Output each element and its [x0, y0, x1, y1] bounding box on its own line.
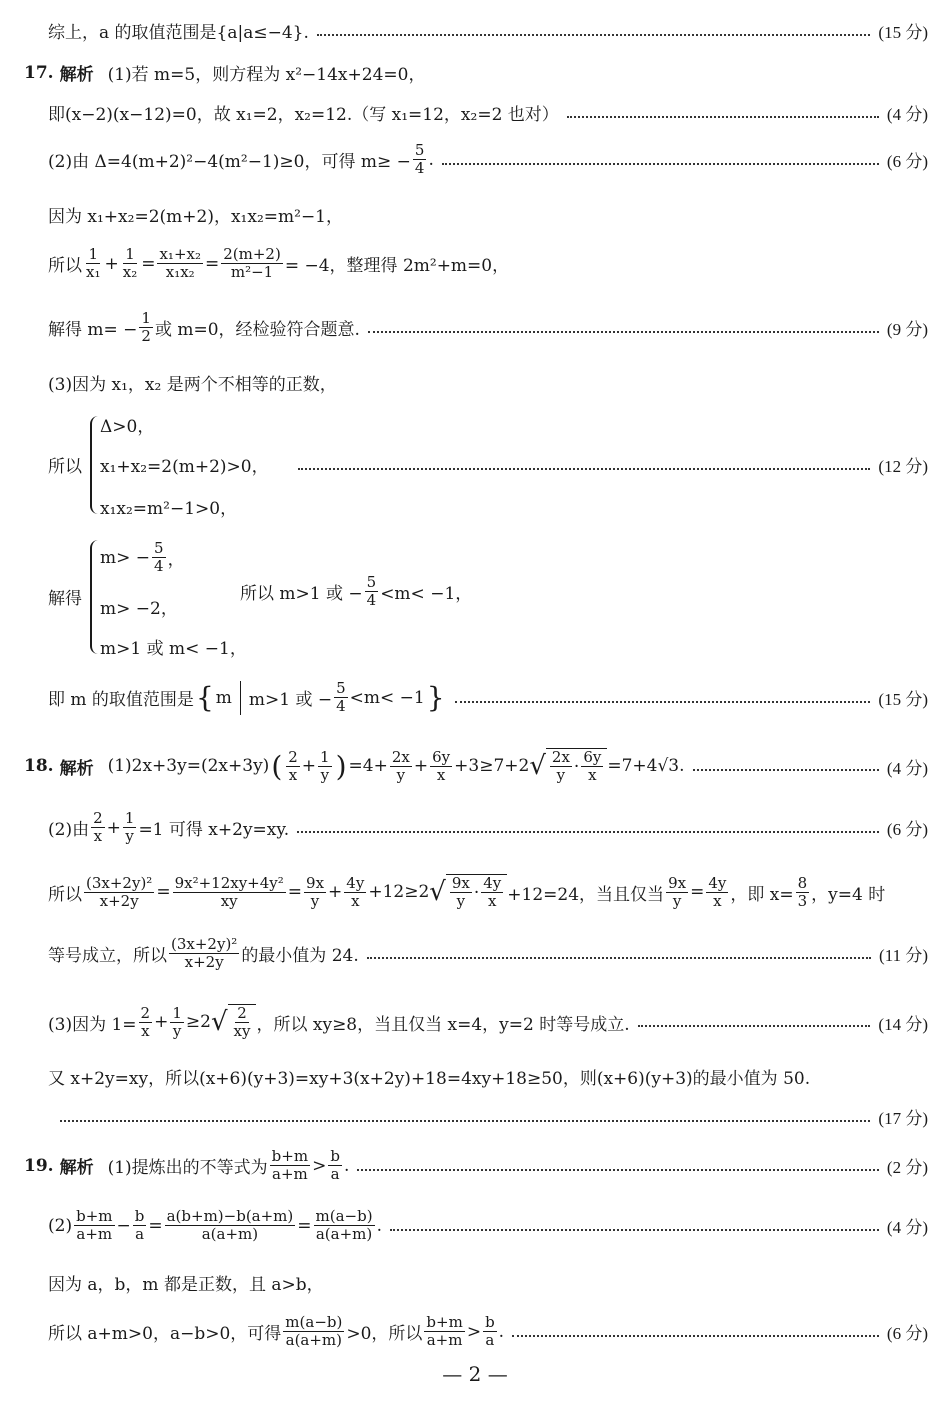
- text: =: [156, 882, 171, 903]
- text: ，: [167, 550, 185, 571]
- leader-dots: [638, 1023, 871, 1027]
- leader-dots: [367, 955, 871, 959]
- answer-line: [24, 1148, 928, 1184]
- fraction: $\frac{m(a-b)}{a(a+m)}$: [315, 1207, 373, 1244]
- fraction: $\frac{2}{x}$: [140, 1003, 151, 1040]
- fraction: $\frac{b+m}{a+m}$: [271, 1147, 309, 1184]
- leader-dots: [390, 1227, 879, 1231]
- text: =: [141, 253, 156, 274]
- section-label: 解析: [59, 758, 94, 779]
- score: (17 分): [878, 1109, 928, 1128]
- leader-dots: [317, 32, 871, 36]
- text: <m< −1，: [380, 584, 473, 605]
- score: (6 分): [886, 152, 928, 172]
- text: +: [301, 756, 317, 777]
- text: +: [104, 253, 119, 274]
- text: .: [343, 1155, 350, 1176]
- text: m> −: [100, 547, 151, 568]
- text: (2): [48, 1215, 73, 1236]
- text: ，所以 xy≥8，当且仅当 x=4，y=2 时等号成立.: [256, 1014, 630, 1035]
- text: 解得: [48, 589, 82, 609]
- answer-line: [48, 874, 928, 911]
- question-number: 19.: [24, 1155, 54, 1176]
- score: (14 分): [878, 1014, 928, 1034]
- leader-dots: [567, 114, 879, 118]
- score: (12 分): [878, 457, 928, 476]
- leader-dots: [455, 699, 871, 703]
- leader-dots: [298, 466, 870, 470]
- fraction: $\frac{5}{4}$: [154, 539, 164, 576]
- score: (4 分): [886, 758, 928, 778]
- text: +3≥7+2: [454, 756, 530, 777]
- text: =1 可得 x+2y=xy.: [138, 820, 290, 841]
- fraction: $\frac{4y}{x}$: [708, 873, 727, 910]
- leader-dots: [442, 161, 879, 165]
- score: (9 分): [886, 320, 928, 340]
- fraction: $\frac{1}{\text{x₂}}$: [122, 245, 138, 282]
- leader-dots: [512, 1333, 879, 1337]
- text: (2)由 Δ=4(m+2)²−4(m²−1)≥0，可得 m≥ −: [48, 152, 411, 173]
- text: ，y=4 时: [811, 884, 886, 905]
- fraction: $\frac{\text{9x²+12xy+4y²}}{xy}$: [174, 873, 284, 910]
- brace: [90, 416, 100, 514]
- answer-line: [48, 1208, 928, 1244]
- fraction: $\frac{\text{(3x+2y)²}}{x+2y}$: [171, 935, 238, 972]
- fraction: $\frac{2}{x}$: [288, 747, 298, 784]
- fraction: $\frac{b}{a}$: [330, 1147, 340, 1184]
- text: =: [204, 253, 220, 274]
- text: ≥2: [185, 1012, 211, 1033]
- text: 的最小值为 24.: [241, 946, 359, 967]
- text: +: [413, 756, 429, 777]
- answer-line: [48, 1064, 928, 1089]
- answer-line: [48, 936, 928, 972]
- answer-line: [290, 452, 928, 477]
- answer-line: [48, 680, 928, 716]
- left-brace: {: [195, 681, 214, 715]
- leader-dots: [60, 1118, 870, 1122]
- score: (6 分): [886, 1324, 928, 1344]
- text: = −4，整理得 2m²+m=0，: [284, 256, 510, 277]
- fraction: $\frac{1}{y}$: [124, 809, 135, 846]
- fraction: $\frac{\text{x₁+x₂}}{\text{x₁x₂}}$: [159, 245, 201, 282]
- score: (4 分): [886, 1218, 928, 1238]
- text: x₁+x₂=2(m+2)>0，: [100, 457, 269, 477]
- leader-dots: [693, 767, 879, 771]
- text: +: [106, 817, 121, 838]
- square-root: √ $\frac{2}{xy}$: [211, 1004, 257, 1041]
- text: (2)由: [48, 820, 90, 841]
- text: >: [312, 1155, 327, 1176]
- fraction: $\frac{m(a-b)}{a(a+m)}$: [285, 1313, 343, 1350]
- text: 综上，a 的取值范围是{a|a≤−4}.: [48, 23, 309, 43]
- fraction: $\frac{b+m}{a+m}$: [426, 1313, 463, 1350]
- text: 因为 x₁+x₂=2(m+2)，x₁x₂=m²−1，: [48, 207, 344, 227]
- text: (3)因为 x₁，x₂ 是两个不相等的正数，: [48, 375, 337, 395]
- answer-line: [48, 1270, 928, 1295]
- text: (1)若 m=5，则方程为 x²−14x+24=0，: [107, 65, 426, 85]
- text: 所以: [48, 884, 82, 905]
- text: (3)因为 1=: [48, 1014, 137, 1035]
- fraction: $\frac{5}{4}$: [336, 679, 346, 716]
- square-root: √ $\frac{9x}{y}$ · $\frac{4y}{x}$: [429, 874, 507, 911]
- fraction: $\frac{5}{4}$: [366, 573, 377, 610]
- answer-line: [48, 370, 928, 395]
- text: ，即 x=: [730, 884, 794, 905]
- text: 解得 m= −: [48, 320, 138, 341]
- section-label: 解析: [59, 65, 94, 85]
- answer-line: [48, 1314, 928, 1350]
- question-number: 18.: [24, 756, 54, 777]
- answer-line: [48, 310, 928, 346]
- fraction: $\frac{1}{\text{x₁}}$: [86, 245, 101, 282]
- text: (1)2x+3y=(2x+3y): [107, 756, 270, 777]
- right-brace: }: [426, 681, 445, 715]
- leader-dots: [297, 829, 879, 833]
- fraction: $\frac{5}{4}$: [414, 141, 425, 178]
- text: =: [148, 1215, 163, 1236]
- fraction: $\frac{2x}{y}$: [391, 747, 410, 784]
- text: 即(x−2)(x−12)=0，故 x₁=2，x₂=12.（写 x₁=12，x₂=2 也对）: [48, 105, 559, 125]
- text: =: [287, 882, 303, 903]
- text: +12≥2: [368, 882, 430, 903]
- leader-dots: [357, 1167, 879, 1171]
- answer-line: [48, 246, 928, 282]
- text: 因为 a，b，m 都是正数，且 a>b，: [48, 1275, 324, 1295]
- score: (6 分): [886, 820, 928, 840]
- answer-line: [48, 142, 928, 178]
- text: +: [154, 1012, 169, 1033]
- answer-line: [24, 60, 928, 85]
- score: (4 分): [886, 105, 928, 124]
- score: (11 分): [879, 946, 928, 966]
- text: >0，所以: [346, 1324, 423, 1345]
- answer-line: [48, 18, 928, 43]
- system-row: [100, 540, 185, 576]
- fraction: $\frac{4y}{x}$: [346, 873, 365, 910]
- text: =: [297, 1215, 312, 1236]
- fraction: $\frac{2(m+2)}{\text{m²−1}}$: [223, 245, 281, 282]
- fraction: $\frac{9x}{y}$: [306, 873, 325, 910]
- question-number: 17.: [24, 62, 54, 83]
- answer-line: [48, 810, 928, 846]
- set-bar: [240, 681, 241, 715]
- text: 所以: [48, 256, 82, 277]
- fraction: $\frac{1}{2}$: [141, 309, 151, 346]
- section-label: 解析: [59, 1158, 94, 1179]
- brace: [90, 540, 100, 654]
- text: 即 m 的取值范围是: [48, 690, 194, 711]
- score: (15 分): [878, 23, 928, 42]
- text: +12=24，当且仅当: [507, 884, 665, 905]
- text: m: [215, 687, 232, 708]
- fraction: $\frac{2}{x}$: [93, 809, 103, 846]
- text: (1)提炼出的不等式为: [107, 1158, 268, 1179]
- fraction: $\frac{8}{3}$: [797, 873, 808, 910]
- fraction: $\frac{a(b+m)-b(a+m)}{a(a+m)}$: [166, 1207, 294, 1244]
- fraction: $\frac{1}{y}$: [320, 747, 330, 784]
- text: =7+4√3.: [607, 756, 685, 777]
- text: .: [498, 1321, 505, 1342]
- fraction: $\frac{\text{(3x+2y)²}}{x+2y}$: [86, 873, 153, 910]
- fraction: $\frac{b+m}{a+m}$: [76, 1207, 113, 1244]
- text: =: [690, 882, 705, 903]
- fraction: $\frac{9x}{y}$: [668, 873, 687, 910]
- text: 所以: [48, 457, 82, 477]
- text: 所以 m>1 或 −: [240, 584, 363, 605]
- leader-dots: [368, 329, 879, 333]
- answer-line: [48, 100, 928, 125]
- text: 又 x+2y=xy，所以(x+6)(y+3)=xy+3(x+2y)+18=4xy+18≥50，则(x+6)(y+3)的最小值为 50.: [48, 1069, 811, 1089]
- text: <m< −1: [349, 687, 425, 708]
- text: .: [376, 1215, 382, 1236]
- text: 或 m=0，经检验符合题意.: [154, 320, 360, 341]
- square-root: √ $\frac{2x}{y}$ · $\frac{6y}{x}$: [529, 748, 607, 785]
- text: +: [328, 882, 343, 903]
- text: m>1 或 −: [248, 690, 333, 711]
- fraction: $\frac{b}{a}$: [485, 1313, 495, 1350]
- fraction: $\frac{6y}{x}$: [432, 747, 451, 784]
- answer-line: [48, 202, 928, 227]
- answer-line: 18. 解析 (1)2x+3y=(2x+3y) ( $\frac{2}{x}$ + $\frac{1}{y}$ ) =4+ $\frac{2x}{y}$ + $\frac{6y}{x}$ +3≥7+2 √ $\frac{2x}{y}$ · $\frac{6y}{x}$ =7+4√3. (4 分): [24, 747, 928, 785]
- fraction: $\frac{1}{y}$: [172, 1003, 182, 1040]
- score: (2 分): [886, 1158, 928, 1178]
- system-conclusion: [240, 574, 472, 610]
- text: 等号成立，所以: [48, 946, 167, 967]
- text: =4+: [348, 756, 388, 777]
- text: >: [466, 1321, 482, 1342]
- text: m>1 或 m< −1，: [100, 639, 247, 659]
- answer-line: [48, 1004, 928, 1041]
- text: 所以 a+m>0，a−b>0，可得: [48, 1324, 282, 1345]
- text: −: [116, 1215, 131, 1236]
- page-number: — 2 —: [442, 1362, 508, 1386]
- text: m> −2，: [100, 599, 178, 619]
- text: .: [428, 149, 434, 170]
- answer-line: [60, 1104, 928, 1129]
- text: x₁x₂=m²−1>0，: [100, 499, 238, 519]
- fraction: $\frac{b}{a}$: [134, 1207, 145, 1244]
- score: (15 分): [878, 690, 928, 710]
- text: Δ>0，: [100, 417, 155, 437]
